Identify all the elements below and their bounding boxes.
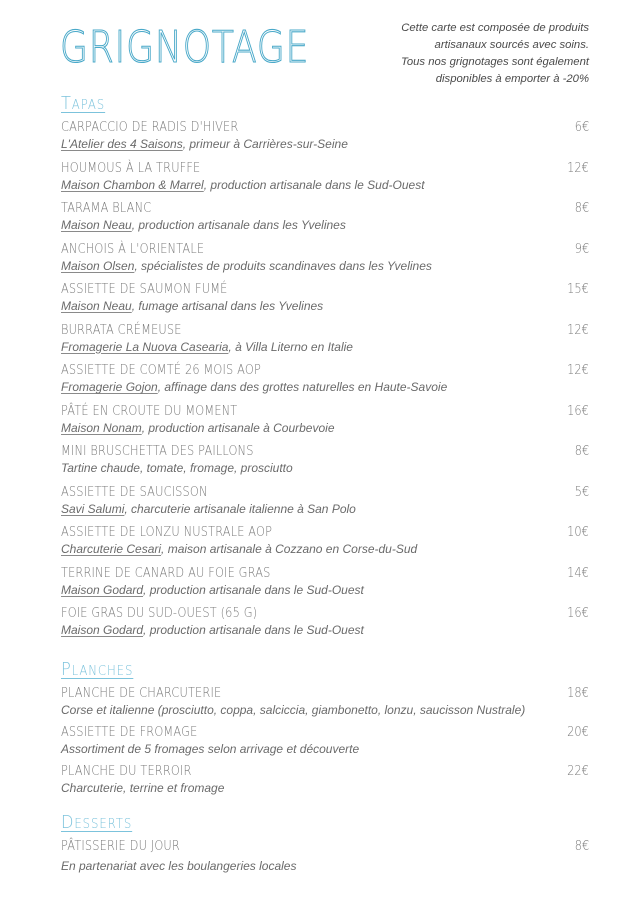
- item-description: Maison Neau, fumage artisanal dans les Yvelines: [61, 299, 324, 313]
- item-description: Maison Chambon & Marrel, production artisanale dans le Sud-Ouest: [61, 177, 425, 192]
- item-name: ASSIETTE DE COMTÉ 26 MOIS AOP: [61, 362, 262, 378]
- menu-item: [61, 604, 589, 645]
- supplier-link[interactable]: Fromagerie La Nuova Casearia: [61, 339, 229, 354]
- menu-item: [61, 523, 589, 564]
- item-name: PLANCHE DE CHARCUTERIE: [61, 685, 222, 701]
- item-name: TARAMA BLANC: [61, 200, 152, 216]
- supplier-link[interactable]: Maison Chambon & Marrel: [61, 177, 204, 192]
- item-name: PÂTISSERIE DU JOUR: [61, 838, 180, 854]
- supplier-link[interactable]: Maison Godard: [61, 623, 144, 637]
- item-description: Tartine chaude, tomate, fromage, prosciutto: [61, 461, 293, 475]
- menu-item: [61, 321, 589, 362]
- menu-item: [61, 723, 589, 762]
- item-price: 18€: [567, 685, 589, 701]
- intro-note: [329, 20, 589, 88]
- section-desserts: [61, 811, 589, 876]
- item-name: ASSIETTE DE SAUMON FUMÉ: [61, 281, 228, 297]
- item-name: ANCHOIS À L'ORIENTALE: [61, 240, 205, 257]
- item-name: FOIE GRAS DU SUD-OUEST (65 G): [61, 605, 258, 621]
- supplier-link[interactable]: Maison Olsen: [61, 258, 135, 273]
- item-description: Fromagerie La Nuova Casearia, à Villa Literno en Italie: [61, 339, 353, 354]
- supplier-link[interactable]: Maison Godard: [61, 582, 144, 597]
- section-title-planches: Planches: [61, 659, 134, 680]
- supplier-link[interactable]: Fromagerie Gojon: [61, 380, 158, 394]
- item-price: 9€: [574, 240, 589, 257]
- desserts-list: [61, 837, 589, 876]
- item-description: Maison Olsen, spécialistes de produits scandinaves dans les Yvelines: [61, 258, 432, 273]
- item-description: Charcuterie, terrine et fromage: [61, 781, 225, 795]
- item-description: Savi Salumi, charcuterie artisanale italienne à San Polo: [61, 501, 356, 516]
- tapas-list: [61, 118, 589, 645]
- item-description: L'Atelier des 4 Saisons, primeur à Carrières-sur-Seine: [61, 137, 348, 151]
- item-description: Assortiment de 5 fromages selon arrivage et découverte: [61, 742, 360, 756]
- supplier-link[interactable]: Maison Neau: [61, 218, 132, 232]
- item-price: 8€: [574, 200, 589, 216]
- item-price: 15€: [567, 281, 589, 297]
- item-description: Fromagerie Gojon, affinage dans des grottes naturelles en Haute-Savoie: [61, 380, 448, 394]
- item-description: En partenariat avec les boulangeries locales: [61, 859, 297, 873]
- item-name: BURRATA CRÉMEUSE: [61, 321, 182, 338]
- supplier-link[interactable]: L'Atelier des 4 Saisons: [61, 137, 183, 151]
- item-name: CARPACCIO DE RADIS D'HIVER: [61, 119, 239, 135]
- menu-item: [61, 483, 589, 524]
- planches-list: [61, 684, 589, 801]
- item-price: 12€: [567, 159, 589, 176]
- item-price: 8€: [574, 443, 589, 459]
- item-price: 16€: [567, 402, 589, 419]
- menu-item: [61, 402, 589, 443]
- intro-line: disponibles à emporter à -20%: [435, 73, 589, 85]
- intro-line: Tous nos grignotages sont également: [401, 56, 589, 68]
- item-description: Maison Godard, production artisanale dans le Sud-Ouest: [61, 623, 364, 637]
- menu-item: [61, 361, 589, 402]
- item-name: ASSIETTE DE LONZU NUSTRALE AOP: [61, 524, 273, 540]
- item-description: Corse et italienne (prosciutto, coppa, salciccia, giambonetto, lonzu, saucisson Nustrale): [61, 703, 526, 717]
- section-tapas: [61, 92, 589, 645]
- section-planches: [61, 658, 589, 801]
- item-price: 16€: [567, 605, 589, 621]
- menu-item: [61, 442, 589, 483]
- item-name: MINI BRUSCHETTA DES PAILLONS: [61, 443, 254, 459]
- page-title: GRIGNOTAGE: [60, 22, 310, 73]
- item-price: 5€: [574, 483, 589, 500]
- item-price: 6€: [574, 119, 589, 135]
- item-price: 20€: [567, 724, 589, 740]
- item-description: Maison Godard, production artisanale dans le Sud-Ouest: [61, 582, 364, 597]
- item-price: 8€: [574, 838, 589, 854]
- item-name: TERRINE DE CANARD AU FOIE GRAS: [61, 564, 271, 581]
- supplier-link[interactable]: Savi Salumi: [61, 501, 125, 516]
- menu-item: [61, 159, 589, 200]
- item-description: Maison Nonam, production artisanale à Courbevoie: [61, 420, 335, 435]
- item-description: Maison Neau, production artisanale dans les Yvelines: [61, 218, 346, 232]
- menu-item: [61, 199, 589, 240]
- menu-item: [61, 684, 589, 723]
- item-name: ASSIETTE DE FROMAGE: [61, 724, 198, 740]
- menu-item: [61, 762, 589, 801]
- item-price: 22€: [567, 763, 589, 779]
- item-price: 10€: [567, 524, 589, 540]
- supplier-link[interactable]: Charcuterie Cesari: [61, 542, 162, 556]
- item-price: 14€: [567, 564, 589, 581]
- menu-item: [61, 240, 589, 281]
- item-price: 12€: [567, 362, 589, 378]
- item-description: Charcuterie Cesari, maison artisanale à Cozzano en Corse-du-Sud: [61, 542, 418, 556]
- item-price: 12€: [567, 321, 589, 338]
- intro-line: Cette carte est composée de produits: [401, 22, 589, 34]
- menu-item: [61, 837, 589, 876]
- menu-item: [61, 118, 589, 159]
- item-name: HOUMOUS À LA TRUFFE: [61, 159, 201, 176]
- menu-item: [61, 564, 589, 605]
- section-title-desserts: Desserts: [61, 812, 133, 833]
- intro-line: artisanaux sourcés avec soins.: [434, 39, 589, 51]
- supplier-link[interactable]: Maison Nonam: [61, 420, 142, 435]
- item-name: ASSIETTE DE SAUCISSON: [61, 483, 208, 500]
- supplier-link[interactable]: Maison Neau: [61, 299, 132, 313]
- item-name: PLANCHE DU TERROIR: [61, 763, 192, 779]
- section-title-tapas: Tapas: [61, 93, 106, 114]
- item-name: PÂTÉ EN CROUTE DU MOMENT: [61, 402, 238, 419]
- menu-item: [61, 280, 589, 321]
